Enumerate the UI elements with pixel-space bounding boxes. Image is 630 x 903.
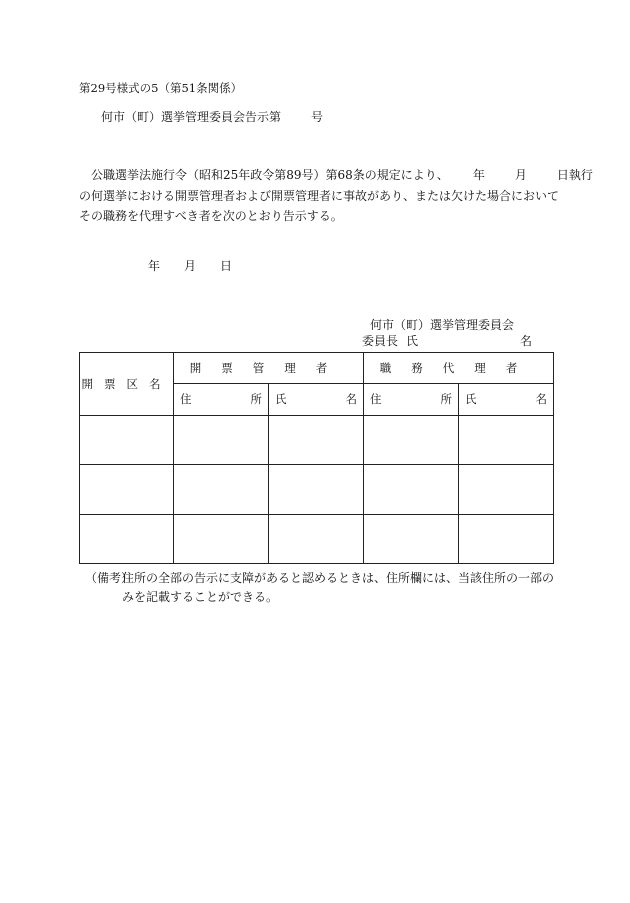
remark-text [122, 569, 555, 606]
address-left: 住 [370, 392, 382, 407]
table-cell [269, 465, 364, 514]
notice-prefix: 何市（町）選挙管理委員会告示第 [101, 110, 282, 124]
body-day: 日執行 [556, 168, 593, 182]
deputy-table [79, 352, 554, 564]
remark-label: （備考） [85, 571, 134, 585]
address-right: 所 [440, 392, 452, 407]
table-cell [364, 514, 459, 564]
remark-line-1: 住所の全部の告示に支障があると認めるときは、住所欄には、当該住所の一部の [122, 571, 555, 585]
table-cell [174, 465, 269, 514]
name-left: 氏 [465, 392, 477, 407]
table-cell [269, 415, 364, 464]
table-row [80, 514, 554, 564]
date-month: 月 [184, 259, 197, 273]
notice-suffix: 号 [311, 110, 324, 124]
manager-header: 開票管理者 [189, 361, 348, 376]
name-right: 名 [535, 392, 547, 407]
manager-address-header [174, 384, 269, 415]
date-year: 年 [148, 259, 161, 273]
deputy-header: 職務代理者 [379, 361, 538, 376]
deputy-header-cell [364, 353, 554, 384]
table-cell [364, 415, 459, 464]
name-left: 氏 [275, 392, 287, 407]
table-cell [459, 514, 554, 564]
manager-header-cell [174, 353, 364, 384]
committee-name: 何市（町）選挙管理委員会 [370, 318, 515, 332]
chair-surname-char: 氏 [406, 334, 419, 348]
body-year: 年 [472, 168, 485, 182]
date-day: 日 [220, 259, 233, 273]
table-cell [80, 514, 174, 564]
body-line-1 [79, 165, 593, 186]
table-cell [269, 514, 364, 564]
notice-number-line [101, 108, 323, 125]
table-cell [174, 514, 269, 564]
address-right: 所 [250, 392, 262, 407]
table-header-row-1 [80, 353, 554, 384]
body-month: 月 [514, 168, 527, 182]
deputy-address-header [364, 384, 459, 415]
date-line [148, 257, 232, 274]
table-cell [459, 465, 554, 514]
table-cell [459, 415, 554, 464]
chair-name-char: 名 [520, 334, 533, 348]
table-row [80, 465, 554, 514]
address-left: 住 [180, 392, 192, 407]
table-row [80, 415, 554, 464]
chair-line [362, 332, 532, 349]
notice-body [79, 165, 593, 227]
body-line-1-text: 公職選挙法施行令（昭和25年政令第89号）第68条の規定により、 [91, 168, 449, 182]
district-header-cell [80, 353, 174, 416]
table-cell [174, 415, 269, 464]
body-line-2: の何選挙における開票管理者および開票管理者に事故があり、または欠けた場合において [79, 188, 560, 203]
district-header: 開票区名 [81, 376, 172, 391]
chair-label: 委員長 [362, 334, 399, 348]
manager-name-header [269, 384, 364, 415]
form-number: 第29号様式の5（第51条関係） [79, 81, 243, 95]
name-right: 名 [345, 392, 357, 407]
remark-line-2: みを記載することができる。 [122, 589, 279, 604]
body-line-3: その職務を代理すべき者を次のとおり告示する。 [79, 209, 343, 223]
deputy-name-header [459, 384, 554, 415]
table-cell [80, 465, 174, 514]
table-cell [80, 415, 174, 464]
table-cell [364, 465, 459, 514]
